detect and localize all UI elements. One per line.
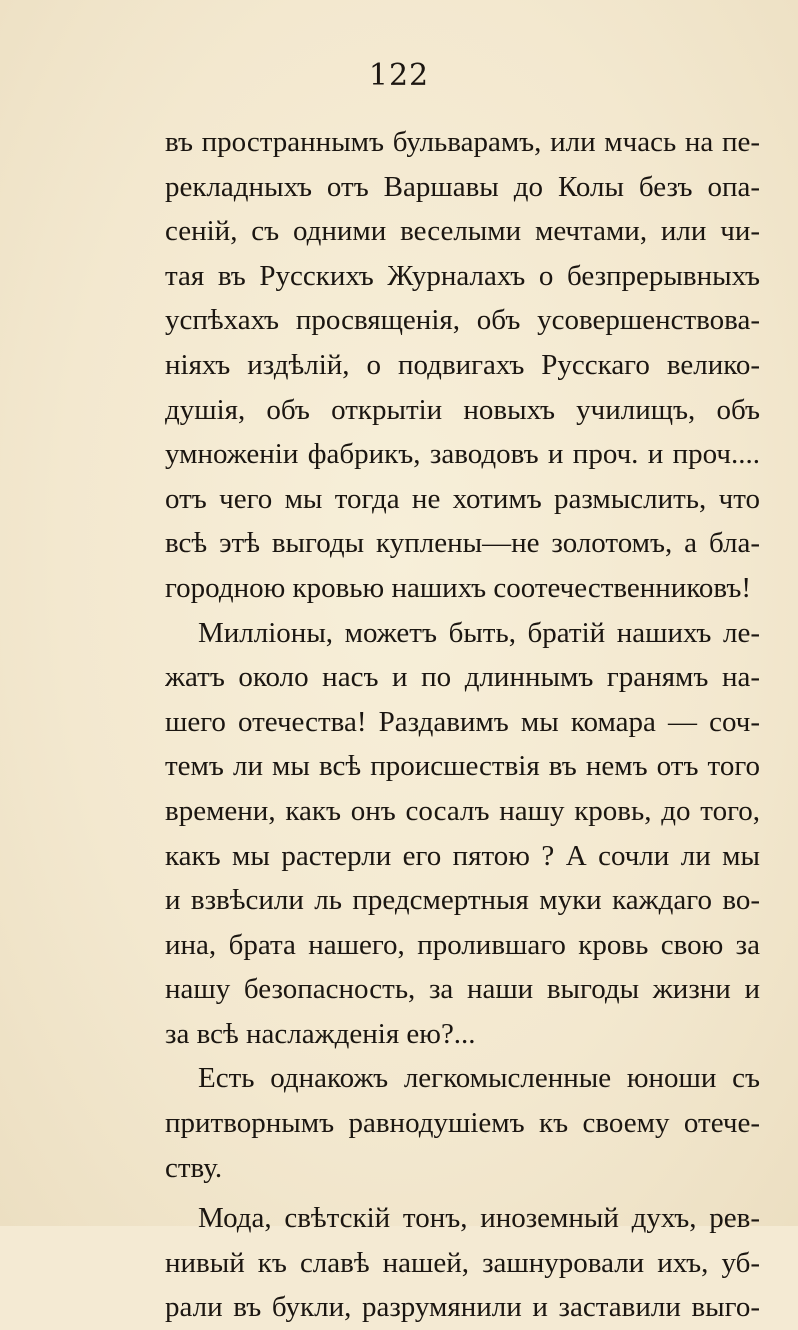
text-line: отъ чего мы тогда не хотимъ размыслить, что: [165, 482, 760, 515]
body-text: [165, 120, 760, 1330]
text-line: рекладныхъ отъ Варшавы до Колы безъ опа-: [165, 170, 760, 203]
text-line: и взвѣсили ль предсмертныя муки каждаго во-: [165, 884, 760, 917]
text-line: за всѣ наслажденія ею?...: [165, 1017, 476, 1050]
text-line: ина, брата нашего, пролившаго кровь свою за: [165, 928, 760, 961]
text-line: душія, объ открытіи новыхъ училищъ, объ: [165, 393, 760, 426]
text-line: въ пространнымъ бульварамъ, или мчась на пе-: [165, 126, 760, 158]
text-line: жатъ около насъ и по длиннымъ гранямъ на-: [165, 661, 760, 694]
text-line: ству.: [165, 1151, 223, 1184]
paragraph-start-line: Милліоны, можетъ быть, братій нашихъ ле-: [198, 616, 760, 649]
text-line: всѣ этѣ выгоды куплены—не золотомъ, а бла-: [165, 527, 760, 560]
page-number: 122: [368, 58, 430, 93]
text-line: ніяхъ издѣлій, о подвигахъ Русскаго велико-: [165, 348, 760, 381]
text-line: сеній, съ одними веселыми мечтами, или чи-: [165, 215, 760, 248]
text-line: шего отечества! Раздавимъ мы комара — соч-: [165, 705, 760, 738]
text-line: времени, какъ онъ сосалъ нашу кровь, до того,: [165, 794, 760, 827]
text-line: какъ мы растерли его пятою ? А сочли ли мы: [165, 839, 760, 872]
text-line: темъ ли мы всѣ происшествія въ немъ отъ того: [165, 750, 760, 783]
paragraph-start-line: Мода, свѣтскій тонъ, иноземный духъ, рев-: [198, 1202, 760, 1235]
text-line: нашу безопасность, за наши выгоды жизни и: [165, 973, 760, 1006]
text-line: нивый къ славѣ нашей, зашнуровали ихъ, уб-: [165, 1246, 760, 1279]
text-line: городною кровью нашихъ соотечественниковъ!: [165, 571, 752, 604]
text-line: тая въ Русскихъ Журналахъ о безпрерывныхъ: [165, 259, 760, 292]
text-line: умноженіи фабрикъ, заводовъ и проч. и проч....: [165, 438, 760, 471]
text-line: успѣхахъ просвященія, объ усовершенствова-: [165, 304, 760, 337]
text-line: притворнымъ равнодушіемъ къ своему отече-: [165, 1107, 760, 1140]
text-line: рали въ букли, разрумянили и заставили выго-: [165, 1291, 760, 1324]
paragraph-start-line: Есть однакожъ легкомысленные юноши съ: [198, 1062, 760, 1095]
